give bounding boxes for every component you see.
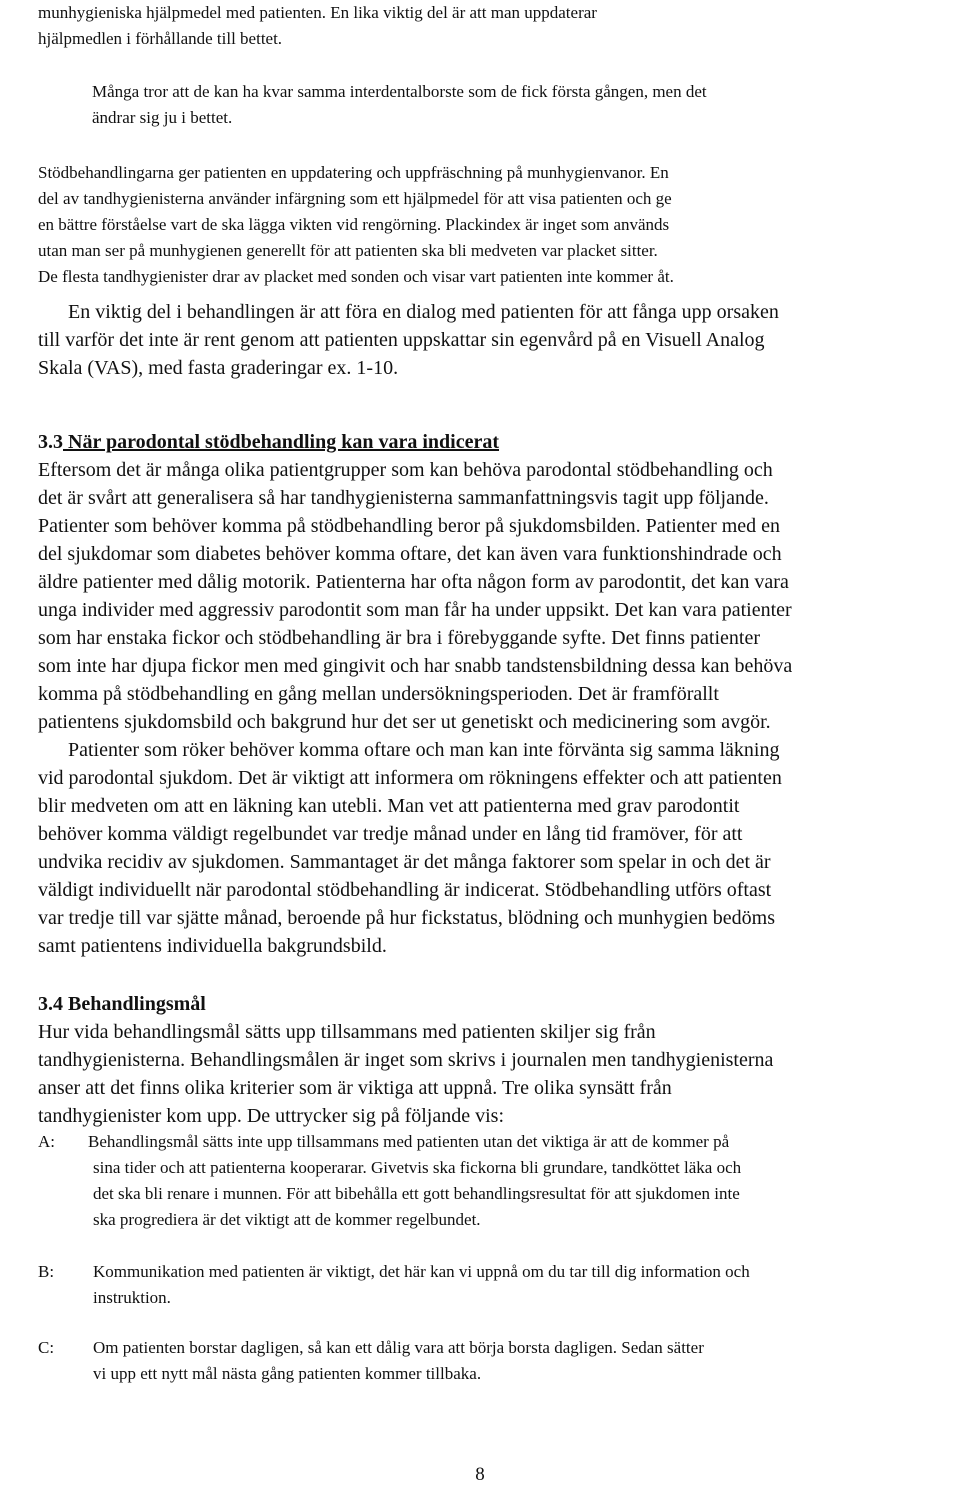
text-line: det är svårt att generalisera så har tandhygienisterna sammanfattningsvis tagit upp följande. bbox=[38, 487, 769, 509]
text-line: komma på stödbehandling en gång mellan undersökningsperioden. Det är framförallt bbox=[38, 683, 719, 705]
text-line: utan man ser på munhygienen generellt för att patienten ska bli medveten var placket sitter. bbox=[38, 241, 658, 260]
list-item-text bbox=[93, 1335, 953, 1387]
text-line: Hur vida behandlingsmål sätts upp tillsammans med patienten skiljer sig från bbox=[38, 1021, 656, 1043]
text-line: samt patientens individuella bakgrundsbild. bbox=[38, 935, 387, 957]
dialog-paragraph bbox=[38, 298, 938, 382]
section-3-3 bbox=[38, 428, 938, 960]
interdental-paragraph bbox=[92, 79, 952, 131]
text-line: Kommunikation med patienten är viktigt, det här kan vi uppnå om du tar till dig information och bbox=[93, 1262, 750, 1281]
text-line: blir medveten om att en läkning kan utebli. Man vet att patienterna med grav parodontit bbox=[38, 795, 740, 817]
text-line: hjälpmedlen i förhållande till bettet. bbox=[38, 29, 283, 48]
text-line: sina tider och att patienterna kooperarar. Givetvis ska fickorna bli grundare, tandköttet läka och bbox=[93, 1158, 742, 1177]
text-line: munhygieniska hjälpmedel med patienten. En lika viktig del är att man uppdaterar bbox=[38, 3, 597, 22]
text-line: tandhygienisterna. Behandlingsmålen är inget som skrivs i journalen men tandhygienisterna bbox=[38, 1049, 774, 1071]
text-line: som inte har djupa fickor men med gingivit och har snabb tandstensbildning dessa kan behöva bbox=[38, 655, 793, 677]
text-line: En viktig del i behandlingen är att föra en dialog med patienten för att fånga upp orsaken bbox=[38, 301, 779, 323]
text-line: anser att det finns olika kriterier som är viktiga att uppnå. Tre olika synsätt från bbox=[38, 1077, 672, 1099]
text-line: var tredje till var sjätte månad, beroende på hur fickstatus, blödning och munhygien bedöms bbox=[38, 907, 776, 929]
section-heading: 3.4 Behandlingsmål bbox=[38, 993, 206, 1015]
text-line: patientens sjukdomsbild och bakgrund hur det ser ut genetiskt och medicinering som avgör. bbox=[38, 711, 771, 733]
section-number: 3.3 bbox=[38, 431, 63, 453]
text-line: De flesta tandhygienister drar av placket med sonden och visar vart patienten inte kommer åt. bbox=[38, 267, 674, 286]
text-line: Patienter som behöver komma på stödbehandling beror på sjukdomsbilden. Patienter med en bbox=[38, 515, 781, 537]
section-body bbox=[38, 456, 938, 960]
text-line: Behandlingsmål sätts inte upp tillsammans med patienten utan det viktiga är att de kommer på bbox=[88, 1132, 730, 1151]
text-line: Eftersom det är många olika patientgrupper som kan behöva parodontal stödbehandling och bbox=[38, 459, 773, 481]
section-body bbox=[38, 1018, 938, 1130]
section-title: När parodontal stödbehandling kan vara indicerat bbox=[63, 431, 500, 453]
page-number: 8 bbox=[475, 1464, 485, 1485]
text-line: Skala (VAS), med fasta graderingar ex. 1-10. bbox=[38, 357, 399, 379]
list-item-text bbox=[93, 1259, 953, 1311]
text-line: Patienter som röker behöver komma oftare och man kan inte förvänta sig samma läkning bbox=[38, 739, 780, 761]
list-item-text bbox=[88, 1129, 948, 1233]
text-line: Om patienten borstar dagligen, så kan ett dålig vara att börja borsta dagligen. Sedan sätter bbox=[93, 1338, 704, 1357]
list-item-letter: A: bbox=[38, 1132, 55, 1151]
section-3-4 bbox=[38, 990, 938, 1130]
text-line: det ska bli renare i munnen. För att bibehålla ett gott behandlingsresultat för att sjukdomen inte bbox=[93, 1184, 740, 1203]
intro-paragraph bbox=[38, 0, 938, 52]
text-line: behöver komma väldigt regelbundet var tredje månad under en lång tid framöver, för att bbox=[38, 823, 743, 845]
text-line: äldre patienter med dålig motorik. Patienterna har ofta någon form av parodontit, det kan vara bbox=[38, 571, 789, 593]
text-line: instruktion. bbox=[93, 1288, 171, 1307]
support-treatment-paragraph bbox=[38, 160, 938, 290]
list-item-letter: C: bbox=[38, 1338, 55, 1357]
text-line: undvika recidiv av sjukdomen. Sammantaget är det många faktorer som spelar in och det är bbox=[38, 851, 771, 873]
text-line: till varför det inte är rent genom att patienten uppskattar sin egenvård på en Visuell Analog bbox=[38, 329, 765, 351]
text-line: en bättre förståelse vart de ska lägga vikten vid rengörning. Plackindex är inget som används bbox=[38, 215, 670, 234]
text-line: Många tror att de kan ha kvar samma interdentalborste som de fick första gången, men det bbox=[92, 82, 707, 101]
text-line: del sjukdomar som diabetes behöver komma oftare, det kan även vara funktionshindrade och bbox=[38, 543, 782, 565]
text-line: Stödbehandlingarna ger patienten en uppdatering och uppfräschning på munhygienvanor. En bbox=[38, 163, 669, 182]
text-line: unga individer med aggressiv parodontit som man får ha under uppsikt. Det kan vara patienter bbox=[38, 599, 792, 621]
text-line: väldigt individuellt när parodontal stödbehandling är indicerat. Stödbehandling utförs oftast bbox=[38, 879, 772, 901]
section-heading bbox=[38, 428, 938, 456]
text-line: ska progrediera är det viktigt att de kommer regelbundet. bbox=[93, 1210, 481, 1229]
text-line: ändrar sig ju i bettet. bbox=[92, 108, 233, 127]
text-line: vid parodontal sjukdom. Det är viktigt att informera om rökningens effekter och att patienten bbox=[38, 767, 782, 789]
text-line: som har enstaka fickor och stödbehandling är bra i förebyggande syfte. Det finns patienter bbox=[38, 627, 760, 649]
text-line: vi upp ett nytt mål nästa gång patienten kommer tillbaka. bbox=[93, 1364, 482, 1383]
list-item-letter: B: bbox=[38, 1262, 55, 1281]
text-line: tandhygienister kom upp. De uttrycker sig på följande vis: bbox=[38, 1105, 505, 1127]
text-line: del av tandhygienisterna använder infärgning som ett hjälpmedel för att visa patienten och ge bbox=[38, 189, 672, 208]
